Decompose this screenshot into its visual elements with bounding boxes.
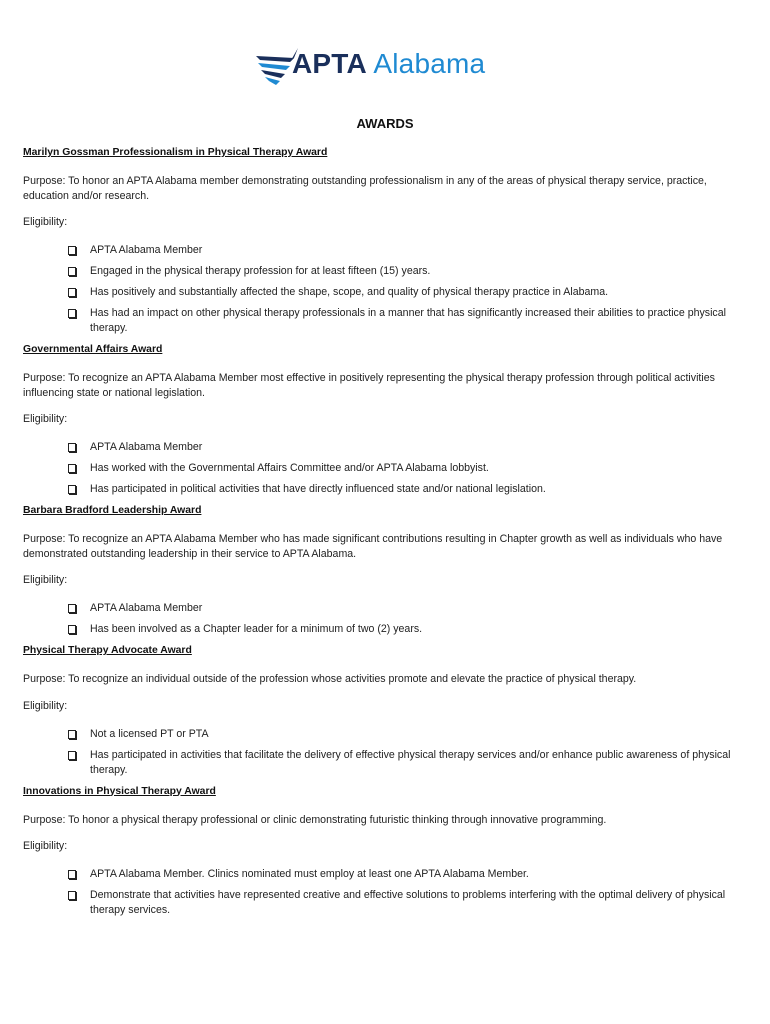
criteria-item xyxy=(68,285,748,300)
criteria-text: Not a licensed PT or PTA xyxy=(90,727,209,740)
eligibility-criteria-list xyxy=(23,727,748,778)
award-purpose: Purpose: To honor an APTA Alabama member demonstrating outstanding professionalism in any of the areas of physical therapy service, practice, education and/or research. xyxy=(23,175,707,202)
criteria-item xyxy=(68,440,748,455)
award-purpose: Purpose: To honor a physical therapy professional or clinic demonstrating futuristic thinking through innovative programming. xyxy=(23,813,607,826)
checkbox-bullet-icon xyxy=(68,464,76,473)
eligibility-label: Eligibility: xyxy=(23,574,68,586)
criteria-text: Demonstrate that activities have represented creative and effective solutions to problems interfering with the optimal delivery of physical therapy services. xyxy=(90,889,726,916)
eligibility-criteria-list xyxy=(23,601,748,637)
checkbox-bullet-icon xyxy=(68,267,76,276)
award-title: Barbara Bradford Leadership Award xyxy=(23,505,202,516)
criteria-item xyxy=(68,482,748,497)
criteria-text: APTA Alabama Member xyxy=(90,602,203,614)
checkbox-bullet-icon xyxy=(68,730,76,739)
criteria-text: Has had an impact on other physical therapy professionals in a manner that has significantly increased their abilities to practice physical therapy. xyxy=(90,307,726,334)
award-title: Physical Therapy Advocate Award xyxy=(23,645,192,656)
checkbox-bullet-icon xyxy=(68,751,76,760)
criteria-item xyxy=(68,748,748,778)
criteria-text: Has positively and substantially affected the shape, scope, and quality of physical therapy practice in Alabama. xyxy=(90,286,609,298)
award-section xyxy=(23,644,748,778)
criteria-item xyxy=(68,888,748,918)
criteria-text: APTA Alabama Member. Clinics nominated must employ at least one APTA Alabama Member. xyxy=(90,868,529,880)
award-purpose: Purpose: To recognize an individual outside of the profession whose activities promote and elevate the practice of physical therapy. xyxy=(23,673,637,685)
eligibility-criteria-list xyxy=(23,243,748,336)
eligibility-label: Eligibility: xyxy=(23,413,68,425)
eligibility-criteria-list xyxy=(23,867,748,918)
criteria-text: Engaged in the physical therapy profession for at least fifteen (15) years. xyxy=(90,265,431,277)
award-section xyxy=(23,343,748,497)
criteria-item xyxy=(68,601,748,616)
checkbox-bullet-icon xyxy=(68,443,76,452)
criteria-text: APTA Alabama Member xyxy=(90,441,203,453)
criteria-text: Has participated in political activities that have directly influenced state and/or national legislation. xyxy=(90,483,546,495)
eligibility-label: Eligibility: xyxy=(23,840,68,852)
apta-alabama-logo xyxy=(254,44,518,94)
checkbox-bullet-icon xyxy=(68,485,76,494)
criteria-text: APTA Alabama Member xyxy=(90,244,203,256)
awards-list xyxy=(23,146,748,925)
logo-alabama-text: Alabama xyxy=(373,48,486,79)
logo-apta-text: APTA xyxy=(292,48,367,79)
eligibility-label: Eligibility: xyxy=(23,216,68,228)
award-title: Innovations in Physical Therapy Award xyxy=(23,785,216,797)
award-section xyxy=(23,785,748,919)
checkbox-bullet-icon xyxy=(68,625,76,634)
award-section xyxy=(23,146,748,336)
checkbox-bullet-icon xyxy=(68,288,76,297)
award-title: Governmental Affairs Award xyxy=(23,344,163,355)
page-title: AWARDS xyxy=(356,116,414,131)
checkbox-bullet-icon xyxy=(68,309,76,318)
criteria-text: Has participated in activities that facilitate the delivery of effective physical therapy services and/or enhance public awareness of physical therapy. xyxy=(90,748,731,776)
criteria-item xyxy=(68,243,748,258)
criteria-item xyxy=(68,622,748,637)
criteria-item xyxy=(68,867,748,882)
checkbox-bullet-icon xyxy=(68,891,76,900)
checkbox-bullet-icon xyxy=(68,870,76,879)
criteria-text: Has been involved as a Chapter leader for a minimum of two (2) years. xyxy=(90,623,423,635)
criteria-item xyxy=(68,461,748,476)
checkbox-bullet-icon xyxy=(68,246,76,255)
criteria-text: Has worked with the Governmental Affairs Committee and/or APTA Alabama lobbyist. xyxy=(90,462,489,474)
criteria-item xyxy=(68,264,748,279)
award-purpose: Purpose: To recognize an APTA Alabama Member most effective in positively representing the physical therapy profession through political activities influencing state or national legislation. xyxy=(23,372,715,399)
award-purpose: Purpose: To recognize an APTA Alabama Member who has made significant contributions resulting in Chapter growth as well as individuals who have demonstrated outstanding leadership in their service to APTA Alabama. xyxy=(23,533,723,560)
criteria-item xyxy=(68,306,748,336)
award-section xyxy=(23,504,748,637)
eligibility-criteria-list xyxy=(23,440,748,497)
eligibility-label: Eligibility: xyxy=(23,699,68,712)
criteria-item xyxy=(68,727,748,742)
award-title: Marilyn Gossman Professionalism in Physical Therapy Award xyxy=(23,147,328,158)
checkbox-bullet-icon xyxy=(68,604,76,613)
